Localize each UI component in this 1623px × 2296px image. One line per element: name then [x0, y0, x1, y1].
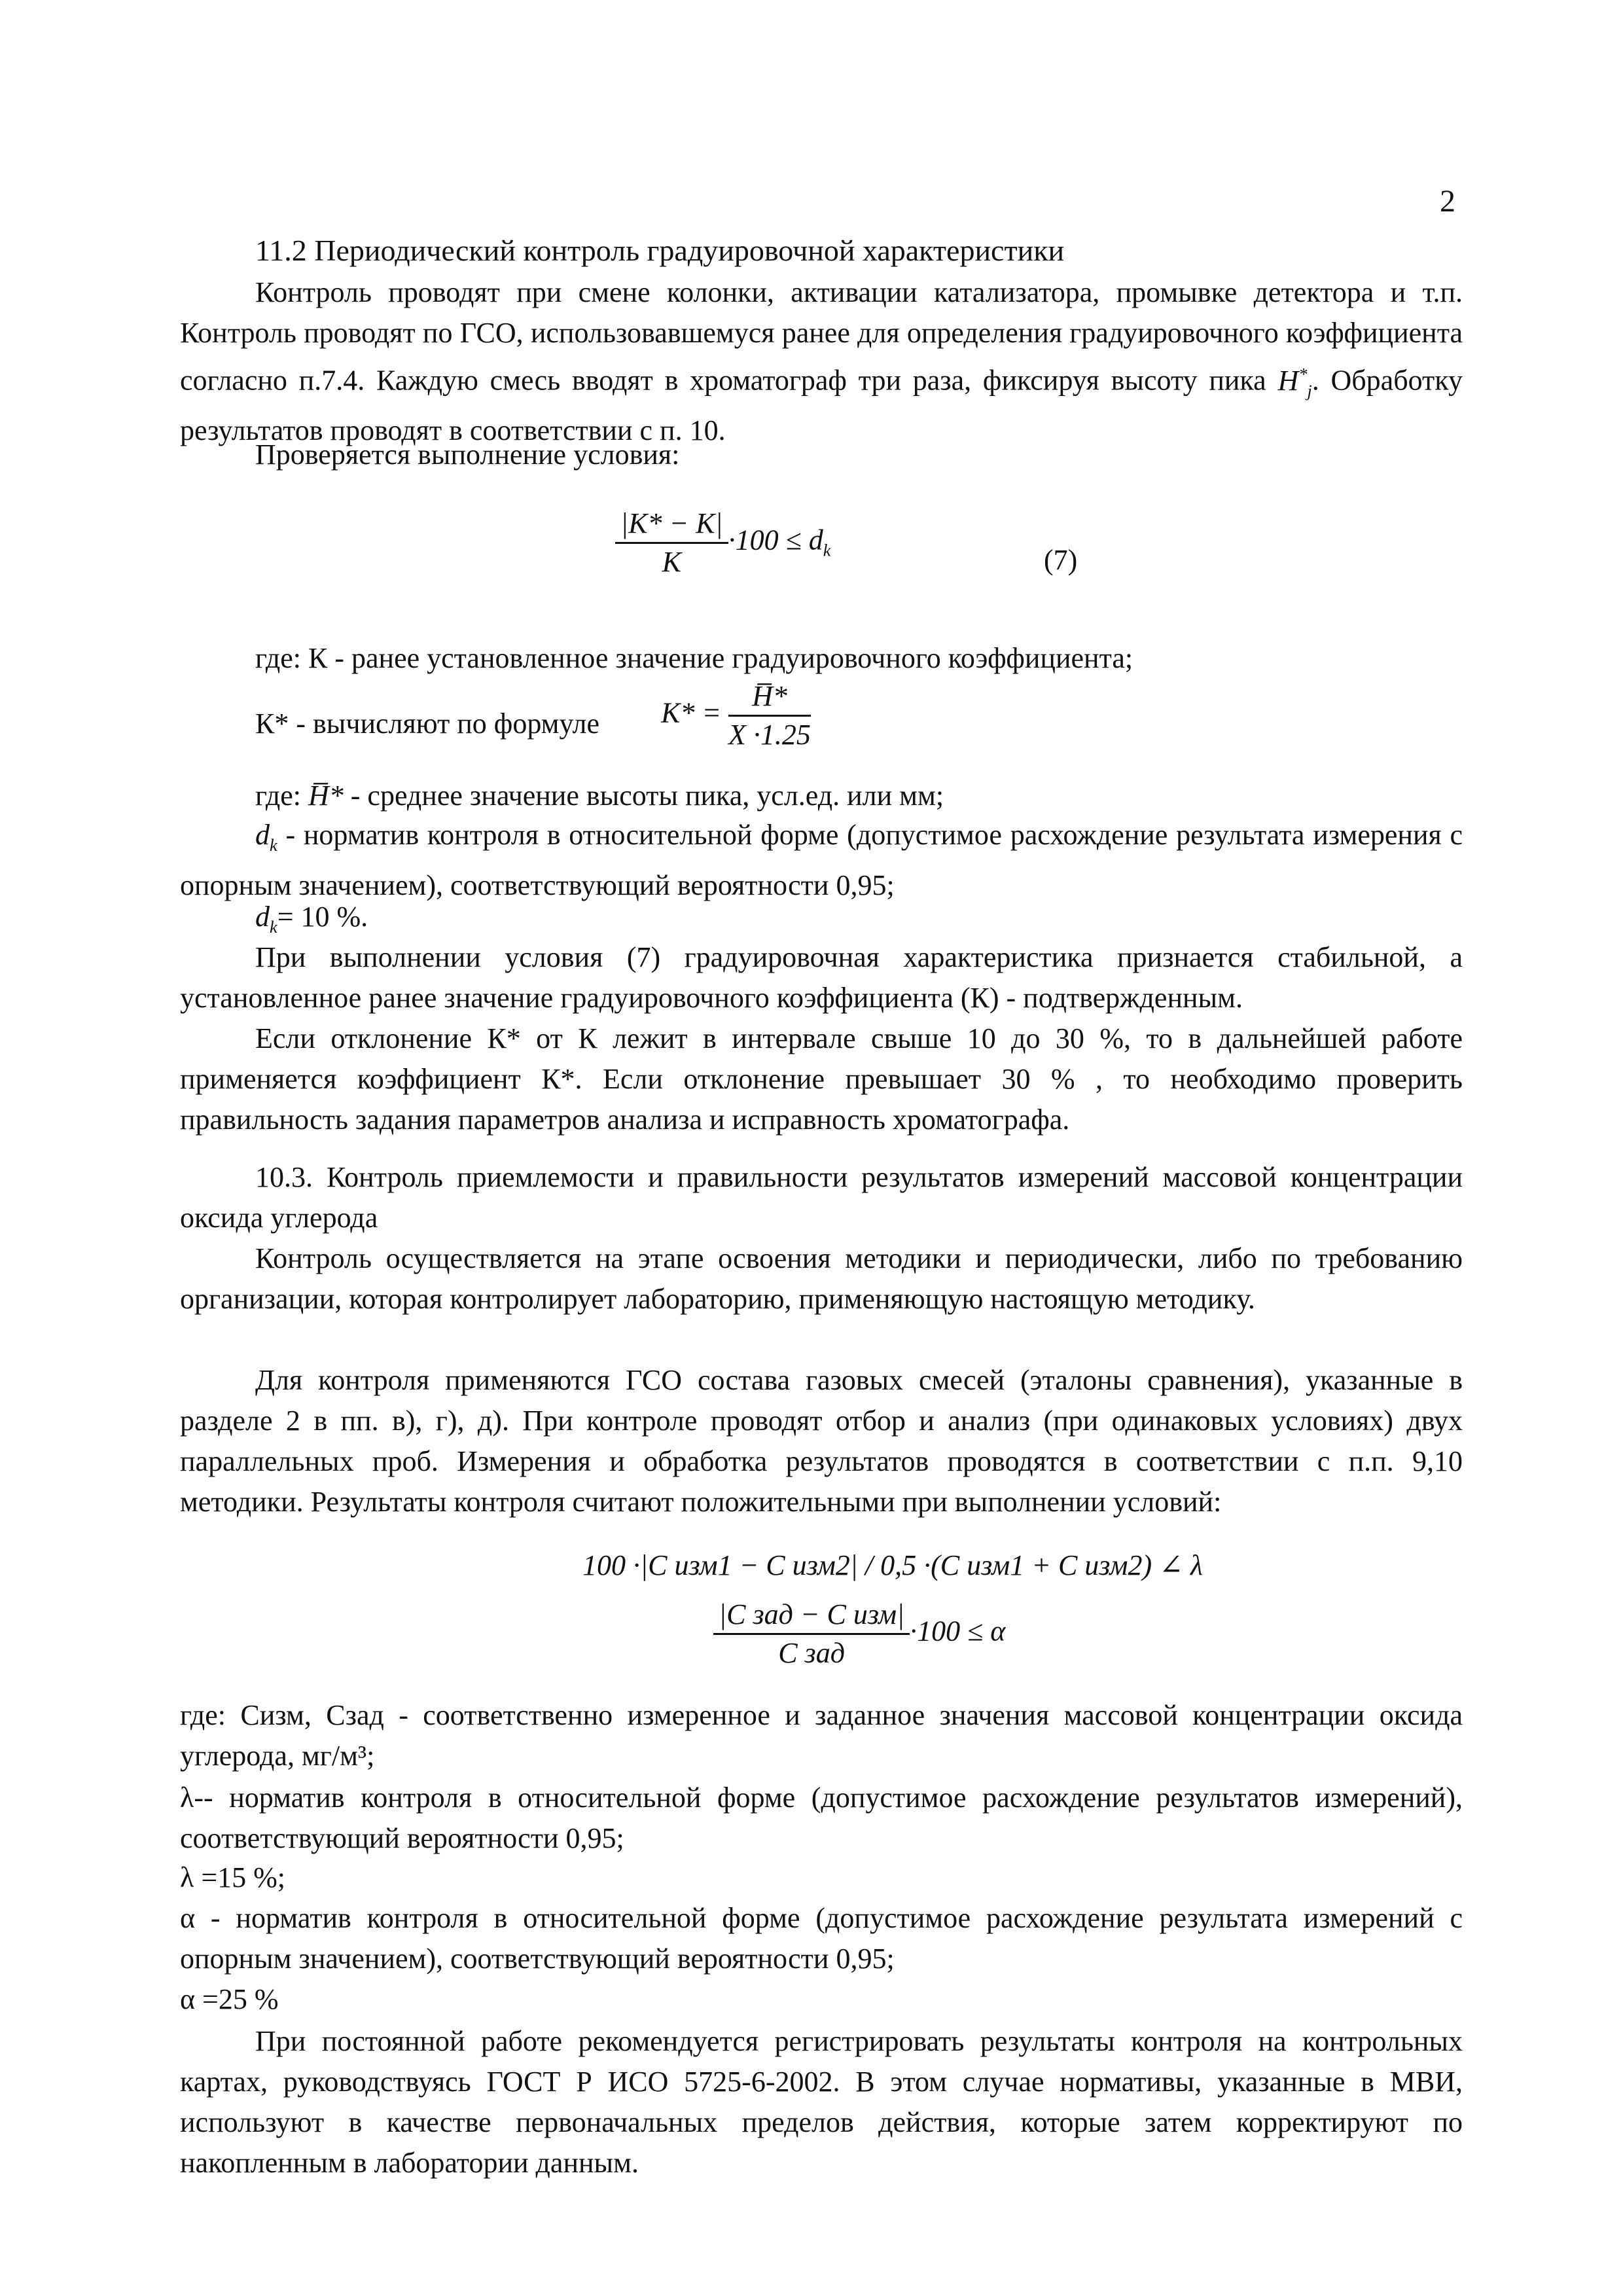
formula-7-numerator: |K* − K|: [615, 509, 728, 544]
section-heading-11-2: 11.2 Периодический контроль градуировочной характеристики: [255, 234, 1065, 267]
where-c-definition: где: Сизм, Сзад - соответственно измеренное и заданное значения массовой концентрации оксида углерода, мг/м³;: [180, 1699, 1463, 1772]
formula-correctness-numerator: |C зад − C изм|: [713, 1600, 910, 1635]
kstar-definition-line: [255, 704, 599, 744]
kstar-numerator: H̅*: [728, 682, 811, 717]
paragraph-control-stage: Контроль осуществляется на этапе освоения методики и периодически, либо по требованию организации, которая контролирует лабораторию, применяющую настоящую методику.: [180, 1242, 1463, 1315]
paragraph-control-charts: При постоянной работе рекомендуется регистрировать результаты контроля на контрольных картах, руководствуясь ГОСТ Р ИСО 5725-6-2002. В этом случае нормативы, указанные в МВИ, используют в качестве первоначальных пределов действия, которые затем корректируют по накопленным в лаборатории данным.: [180, 2025, 1463, 2179]
paragraph-text-end: . Обработку результатов проводят в соответствии с п. 10.: [180, 364, 1463, 447]
kstar-lhs: K* =: [661, 696, 722, 729]
where-h-definition: где: H̅* - среднее значение высоты пика, усл.ед. или мм;: [255, 780, 944, 812]
paragraph-deviation: Если отклонение К* от К лежит в интервале свыше 10 до 30 %, то в дальнейшей работе применяется коэффициент К*. Если отклонение превышает 30 % , то необходимо проверить правильность задания параметров анализа и исправность хроматографа.: [180, 1022, 1463, 1136]
formula-correctness: [713, 1600, 1005, 1668]
paragraph-stable: При выполнении условия (7) градуировочная характеристика признается стабильной, а установленное ранее значение градуировочного коэффициента (К) - подтвержденным.: [180, 941, 1463, 1014]
where-k-definition: где: К - ранее установленное значение градуировочного коэффициента;: [255, 642, 1133, 674]
kstar-text: К* - вычисляют по формуле: [255, 708, 600, 740]
paragraph-control-gso: Для контроля применяются ГСО состава газовых смесей (эталоны сравнения), указанные в разделе 2 в пп. в), г), д). При контроле проводят отбор и анализ (при одинаковых условиях) двух параллельных проб. Измерения и обработка результатов проводятся в соответствии с п.п. 9,10 методики. Результаты контроля считают положительными при выполнении условий:: [180, 1364, 1463, 1518]
kstar-formula: [661, 682, 811, 749]
formula-7-denominator: K: [662, 546, 681, 578]
peak-height-symbol: $H^*_j$: [1277, 364, 1312, 401]
formula-7: $\frac{|K* - K|}{K}$ $\cdot 100 \le d_k$: [615, 509, 830, 577]
formula-7-rhs: ·100 ≤ d: [728, 524, 823, 556]
formula-7-label: (7): [1044, 544, 1078, 576]
alpha-value: α =25 %: [180, 1983, 279, 2015]
dk-symbol: $d_k$: [255, 819, 277, 855]
paragraph-control-conditions: [180, 272, 1463, 451]
formula-correctness-rhs: ·100 ≤ α: [910, 1615, 1006, 1647]
lambda-definition: λ-- норматив контроля в относительной форме (допустимое расхождение результатов измерений), соответствующий вероятности 0,95;: [180, 1782, 1463, 1854]
paragraph-text: Контроль проводят при смене колонки, активации катализатора, промывке детектора и т.п. Контроль проводят по ГСО, использовавшемуся ранее для определения градуировочного коэффициента согласно п.7.4. Каждую смесь вводят в хроматограф три раза, фиксируя высоту пика: [180, 276, 1463, 397]
check-condition-text: Проверяется выполнение условия:: [255, 439, 680, 471]
formula-correctness-denominator: C зад: [778, 1637, 845, 1669]
kstar-denominator: X ·1.25: [728, 719, 811, 751]
dk-definition: $d_k$ - норматив контроля в относительной форме (допустимое расхождение результата измерения с опорным значением), соответствующий вероятности 0,95;: [180, 819, 1463, 901]
h-mean-symbol: H̅*: [308, 780, 344, 812]
page-number: 2: [1440, 184, 1455, 219]
formula-acceptability: 100 ·|C изм1 − C изм2| / 0,5 ·(C изм1 + C изм2) ∠ λ: [582, 1549, 1204, 1581]
alpha-definition: α - норматив контроля в относительной форме (допустимое расхождение результата измерений с опорным значением), соответствующий вероятности 0,95;: [180, 1902, 1463, 1975]
section-heading-10-3: 10.3. Контроль приемлемости и правильности результатов измерений массовой концентрации оксида углерода: [180, 1161, 1463, 1234]
dk-value: $d_k= 10$ %.: [255, 901, 368, 937]
lambda-value: λ =15 %;: [180, 1861, 286, 1893]
